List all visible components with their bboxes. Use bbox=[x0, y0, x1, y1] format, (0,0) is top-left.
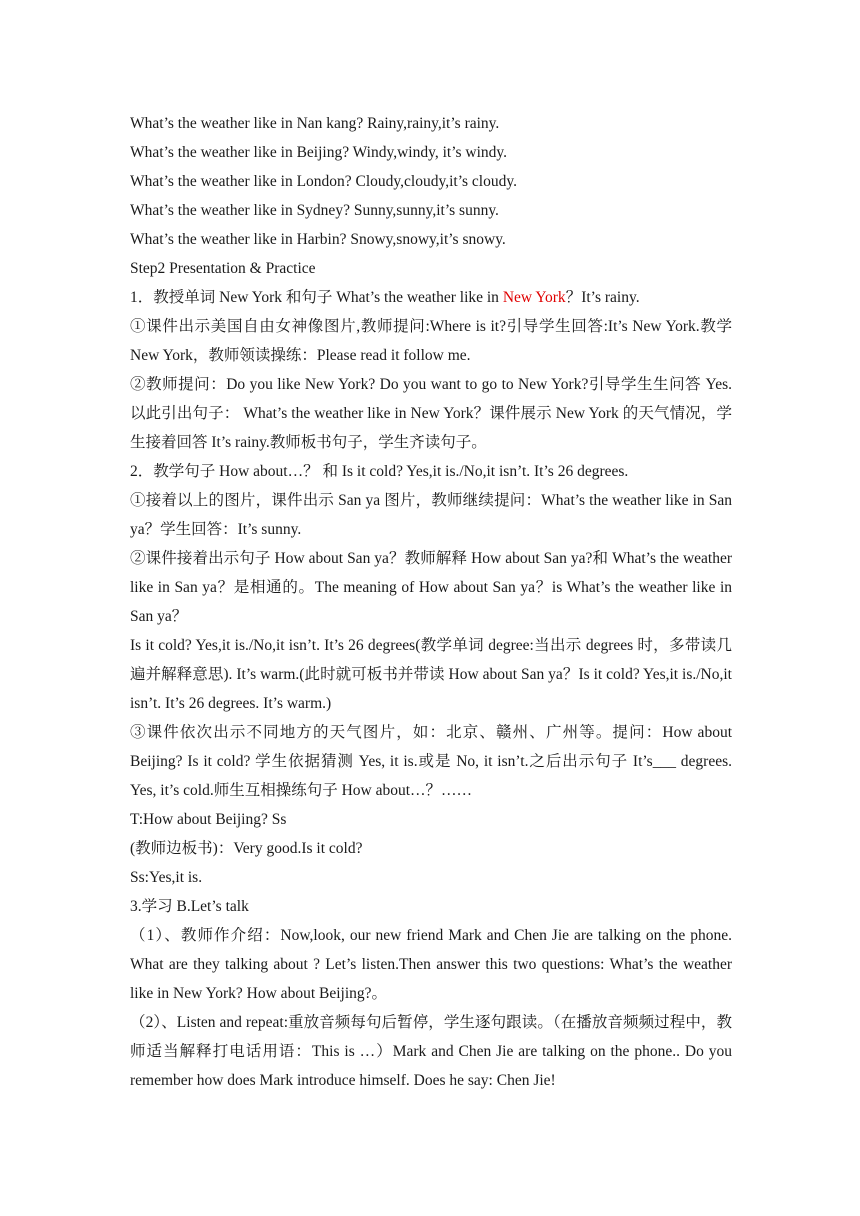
text-line: What’s the weather like in Sydney? Sunny,sunny,it’s sunny. bbox=[130, 202, 499, 219]
dialogue-line: (教师边板书)：Very good.Is it cold? bbox=[130, 840, 363, 857]
paragraph: （2）、Listen and repeat:重放音频每句后暂停，学生逐句跟读。（在播放音频频过程中，教师适当解释打电话用语：This is …）Mark and Chen Jie are talking on the phone.. Do you remember how does Mark introduce himself. Does he say: Chen Jie! bbox=[130, 1014, 732, 1089]
paragraph: Is it cold? Yes,it is./No,it isn’t. It’s 26 degrees(教学单词 degree:当出示 degrees 时，多带读几遍并解释意思). It’s warm.(此时就可板书并带读 How about San ya？Is it cold? Yes,it is./No,it isn’t. It’s 26 degrees. It’s warm.) bbox=[130, 637, 732, 712]
section-heading-lets-talk: 3.学习 B.Let’s talk bbox=[130, 898, 249, 915]
item-1-tail: ？It’s rainy. bbox=[565, 289, 640, 306]
text-line: What’s the weather like in Beijing? Windy,windy, it’s windy. bbox=[130, 144, 508, 161]
paragraph: ②课件接着出示句子 How about San ya？教师解释 How about San ya?和 What’s the weather like in San ya？是相通的。The meaning of How about San ya？is What’s the weather like in San ya？ bbox=[130, 550, 732, 625]
document-body bbox=[130, 109, 732, 1095]
dialogue-line: T:How about Beijing? Ss bbox=[130, 811, 287, 828]
section-heading-step2: Step2 Presentation & Practice bbox=[130, 260, 316, 277]
paragraph: ③课件依次出示不同地方的天气图片，如：北京、赣州、广州等。提问：How about Beijing? Is it cold? 学生依据猜测 Yes, it is.或是 No, it isn’t.之后出示句子 It’s___ degrees. Yes, it’s cold.师生互相操练句子 How about…？…… bbox=[130, 724, 732, 799]
paragraph: ①课件出示美国自由女神像图片,教师提问:Where is it?引导学生回答:It’s New York.教学 New York，教师领读操练：Please read it follow me. bbox=[130, 318, 732, 364]
dialogue-line: Ss:Yes,it is. bbox=[130, 869, 203, 886]
text-line: What’s the weather like in Harbin? Snowy,snowy,it’s snowy. bbox=[130, 231, 506, 248]
item-2-heading: 2．教学句子 How about…？ 和 Is it cold? Yes,it is./No,it isn’t. It’s 26 degrees. bbox=[130, 463, 629, 480]
highlight-new-york: New York bbox=[502, 289, 566, 306]
paragraph: ①接着以上的图片，课件出示 San ya 图片，教师继续提问：What’s the weather like in San ya？学生回答：It’s sunny. bbox=[130, 492, 732, 538]
paragraph: （1）、教师作介绍：Now,look, our new friend Mark and Chen Jie are talking on the phone. What are they talking about ? Let’s listen.Then answer this two questions: What’s the weather like in New York? How about Beijing?。 bbox=[130, 927, 732, 1002]
item-1-text: 1．教授单词 New York 和句子 What’s the weather like in bbox=[130, 289, 503, 306]
text-line: What’s the weather like in Nan kang? Rainy,rainy,it’s rainy. bbox=[130, 115, 500, 132]
paragraph: ②教师提问：Do you like New York? Do you want to go to New York?引导学生生问答 Yes.以此引出句子： What’s the weather like in New York？课件展示 New York 的天气情况，学生接着回答 It’s rainy.教师板书句子，学生齐读句子。 bbox=[130, 376, 732, 451]
item-1-heading bbox=[130, 283, 732, 312]
text-line: What’s the weather like in London? Cloudy,cloudy,it’s cloudy. bbox=[130, 173, 517, 190]
